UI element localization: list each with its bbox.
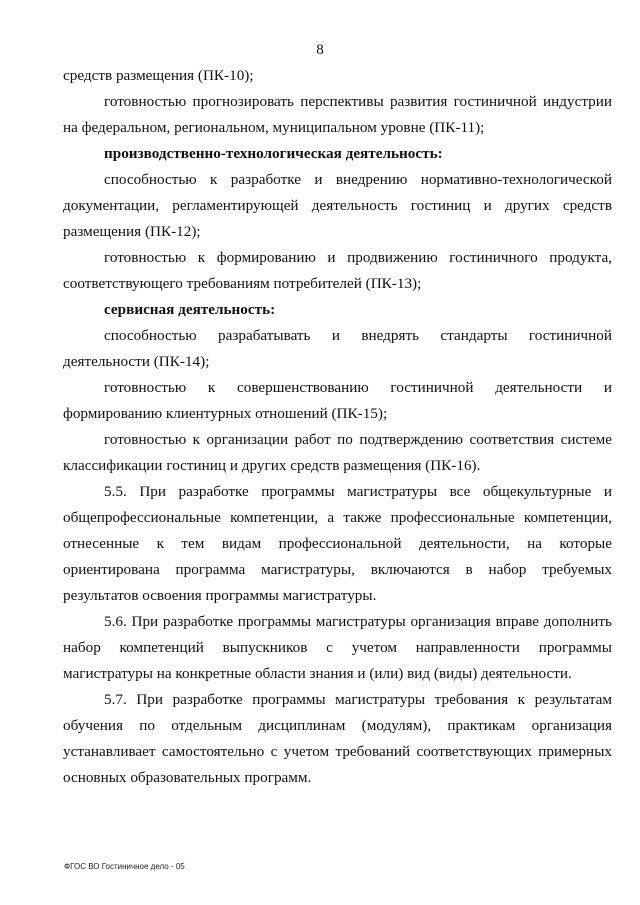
paragraph: 5.7. При разработке программы магистратуры требования к результатам обучения по отдельным дисциплинам (модулям), практикам организация устанавливает самостоятельно с учетом требований соответствующих примерных основных образовательных программ. — [63, 691, 612, 786]
paragraph: 5.5. При разработке программы магистратуры все общекультурные и общепрофессиональные компетенции, а также профессиональные компетенции, отнесенные к тем видам профессиональной деятельности, на которые ориентирована программа магистратуры, включаются в набор требуемых результатов освоения программы магистратуры. — [63, 483, 612, 604]
page-number: 8 — [316, 42, 324, 58]
paragraph: способностью к разработке и внедрению нормативно-технологической документации, регламентирующей деятельность гостиниц и других средств размещения (ПК-12); — [63, 171, 612, 240]
document-footer: ФГОС ВО Гостиничное дело - 05 — [64, 862, 185, 871]
paragraph: готовностью к формированию и продвижению гостиничного продукта, соответствующего требованиям потребителей (ПК-13); — [63, 249, 612, 292]
section-heading: сервисная деятельность: — [104, 301, 276, 318]
section-heading: производственно-технологическая деятельность: — [104, 145, 443, 162]
paragraph: 5.6. При разработке программы магистратуры организация вправе дополнить набор компетенций выпускников с учетом направленности программы магистратуры на конкретные области знания и (или) вид (виды) деятельности. — [63, 613, 612, 682]
paragraph: способностью разрабатывать и внедрять стандарты гостиничной деятельности (ПК-14); — [63, 327, 612, 370]
paragraph: готовностью прогнозировать перспективы развития гостиничной индустрии на федеральном, региональном, муниципальном уровне (ПК-11); — [63, 93, 612, 136]
paragraph: готовностью к совершенствованию гостиничной деятельности и формированию клиентурных отношений (ПК-15); — [63, 379, 612, 422]
paragraph: готовностью к организации работ по подтверждению соответствия системе классификации гостиниц и других средств размещения (ПК-16). — [63, 431, 612, 474]
paragraph: средств размещения (ПК-10); — [63, 67, 254, 84]
document-body — [63, 63, 612, 791]
